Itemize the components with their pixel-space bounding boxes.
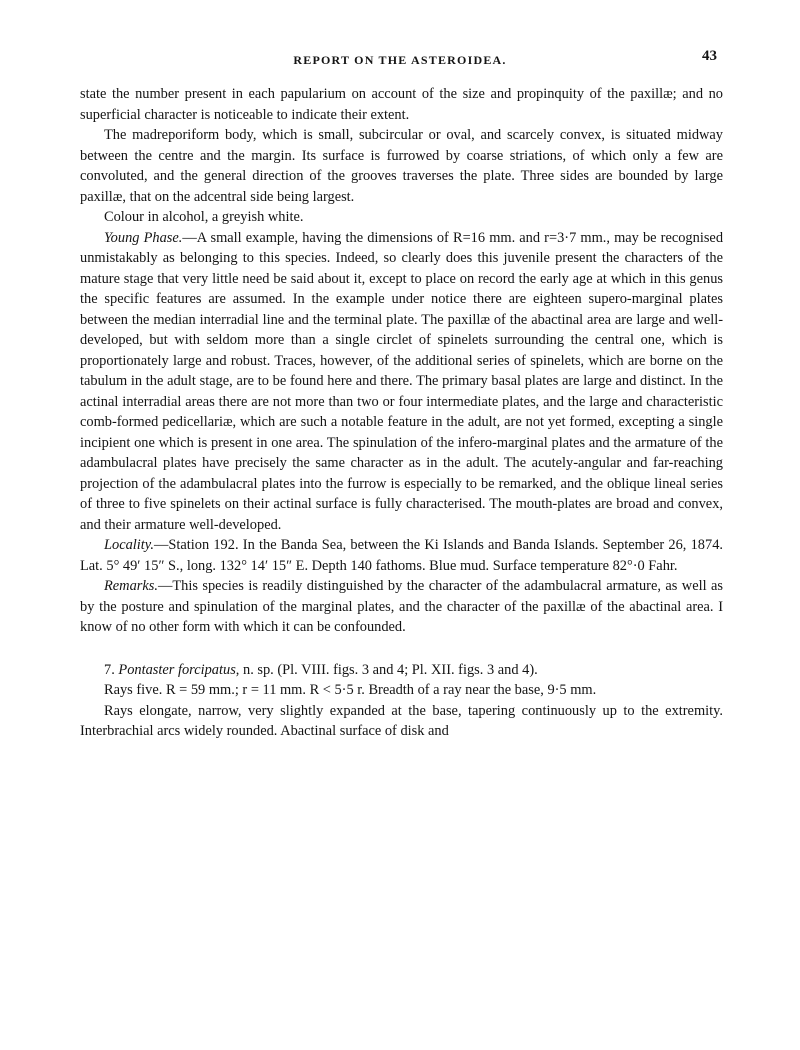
paragraph-locality [80, 535, 723, 576]
running-title: REPORT ON THE ASTEROIDEA. [293, 53, 507, 67]
body-text [80, 84, 723, 742]
young-phase-heading: Young Phase. [104, 229, 183, 246]
paragraph-young-phase [80, 228, 723, 536]
paragraph-madreporiform: The madreporiform body, which is small, subcircular or oval, and scarcely convex, is situated midway between the centre and the margin. Its surface is furrowed by coarse striations, of which only a few are convoluted, and the general direction of the grooves traverses the plate. Three sides are bounded by large paxillæ, that on the adcentral side being largest. [80, 127, 723, 205]
paragraph-papularium: state the number present in each papularium on account of the size and propinquity of the paxillæ; and no superficial character is noticeable to indicate their extent. [80, 86, 723, 123]
remarks-heading: Remarks. [104, 578, 158, 594]
locality-heading: Locality. [104, 537, 154, 553]
species-name: Pontaster forcipatus [118, 661, 236, 678]
paragraph-rays-measurements: Rays five. R = 59 mm.; r = 11 mm. R < 5·5 r. Breadth of a ray near the base, 9·5 mm. [104, 682, 597, 698]
paragraph-remarks [80, 576, 723, 638]
species-number: 7. [104, 661, 115, 678]
paragraph-colour: Colour in alcohol, a greyish white. [104, 209, 304, 225]
species-plates: , n. sp. (Pl. VIII. figs. 3 and 4; Pl. XII. figs. 3 and 4). [235, 661, 538, 678]
page-number: 43 [702, 48, 717, 64]
locality-text: —Station 192. In the Banda Sea, between the Ki Islands and Banda Islands. September 26, 1874. Lat. 5° 49′ 15″ S., long. 132° 14′ 15″ E. Depth 140 fathoms. Blue mud. Surface temperature 82°·0 Fahr. [80, 537, 723, 574]
young-phase-text: —A small example, having the dimensions of R=16 mm. and r=3·7 mm., may be recognised unmistakably as belonging to this species. Indeed, so clearly does this juvenile present the characters of the mature stage that very little need be said about it, except to place on record the early age at which in this genus the specific features are assumed. In the example under notice there are eighteen supero-marginal plates between the median interradial line and the terminal plate. The paxillæ of the abactinal area are large and well-developed, but with seldom more than a single circlet of spinelets surrounding the central one, which is proportionately large and robust. Traces, however, of the additional series of spinelets, which are borne on the tabulum in the adult stage, are to be found here and there. The primary basal plates are large and distinct. In the actinal interradial areas there are not more than two or four intermediate plates, and the large and characteristic comb-formed pedicellariæ, which are such a notable feature in the adult, are not yet formed, excepting a single incipient one which is present in one area. The spinulation of the infero-marginal plates and the armature of the adambulacral plates have precisely the same character as in the adult. The acutely-angular and far-reaching projection of the adambulacral plates into the furrow is especially to be remarked, and the oblique lineal series of three to five spinelets on their actinal surface is fully characterised. The mouth-plates are broad and convex, and their armature well-developed. [80, 229, 724, 533]
paragraph-rays-description: Rays elongate, narrow, very slightly expanded at the base, tapering continuously up to the extremity. Interbrachial arcs widely rounded. Abactinal surface of disk and [80, 702, 723, 739]
remarks-text: —This species is readily distinguished by the character of the adambulacral armature, as well as by the posture and spinulation of the marginal plates, and the character of the paxillæ of the abactinal area. I know of no other form with which it can be confounded. [80, 578, 723, 635]
species-heading [80, 660, 723, 681]
